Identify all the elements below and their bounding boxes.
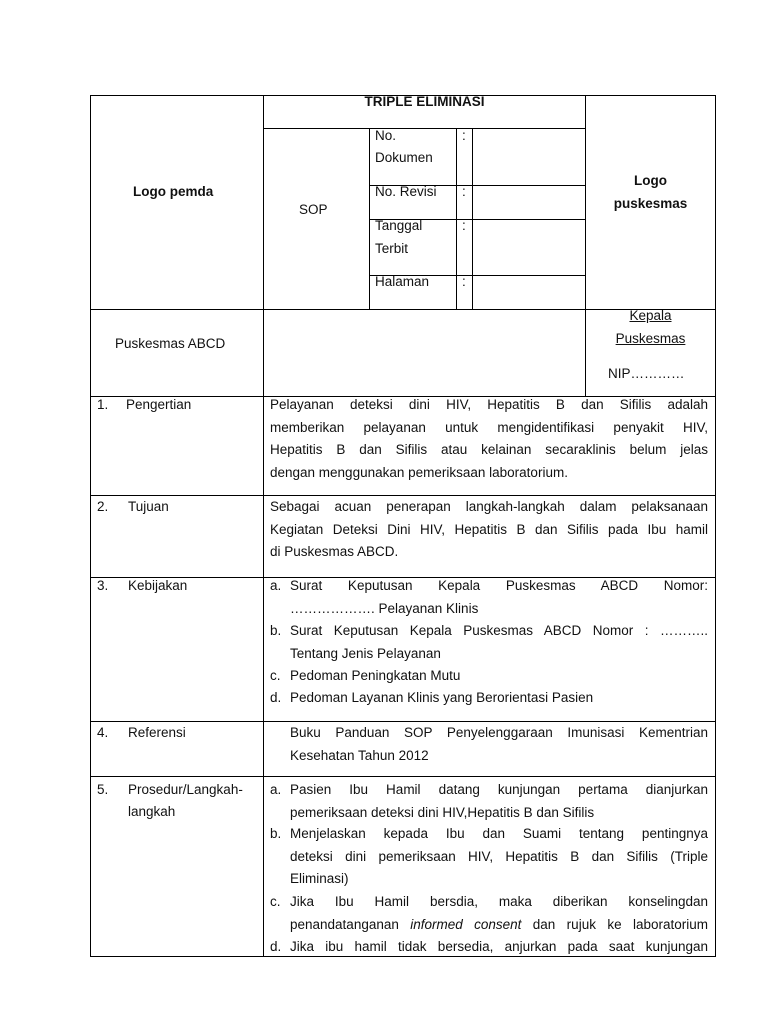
section-1-title: Pengertian xyxy=(126,397,192,412)
text-line: Menjelaskan kepada Ibu dan Suami tentang pentingnya xyxy=(290,826,708,841)
section-5-title-line2: langkah xyxy=(128,804,176,819)
kepala-line1: Kepala xyxy=(629,308,672,323)
text-line: Jika ibu hamil tidak bersedia, anjurkan pada saat kunjungan xyxy=(290,939,708,954)
list-marker: d. xyxy=(270,690,282,705)
text-line: Kesehatan Tahun 2012 xyxy=(290,747,429,763)
field-tanggal-terbit-label-2: Terbit xyxy=(375,241,409,256)
kepala-nip: NIP………… xyxy=(608,366,685,381)
section-2-title: Tujuan xyxy=(128,499,169,514)
field-tanggal-terbit-label-1: Tanggal xyxy=(375,218,423,233)
sop-label: SOP xyxy=(299,202,328,217)
header-divider-left xyxy=(263,95,264,397)
text-line: ………………. Pelayanan Klinis xyxy=(290,600,479,616)
informed-consent-term: informed consent xyxy=(410,916,522,932)
list-marker: a. xyxy=(270,578,282,593)
section-separator-4 xyxy=(90,776,716,777)
list-marker: c. xyxy=(270,894,281,909)
section-1-number: 1. xyxy=(97,397,109,412)
field-halaman-label: Halaman xyxy=(375,274,430,289)
list-marker: c. xyxy=(270,668,281,683)
text-line: Jika Ibu Hamil bersdia, maka diberikan konselingdan xyxy=(290,894,708,909)
section-5-number: 5. xyxy=(97,782,109,797)
list-marker: a. xyxy=(270,782,282,797)
text-line: Pedoman Peningkatan Mutu xyxy=(290,668,461,683)
field-no-revisi-sep: : xyxy=(462,184,466,199)
field-no-dokumen-label-1: No. xyxy=(375,128,397,143)
header-divider-right xyxy=(585,95,586,397)
kebijakan-item-b xyxy=(270,620,708,665)
table-border-left xyxy=(90,95,91,957)
table-border-right xyxy=(715,95,716,957)
section-4-title: Referensi xyxy=(128,725,186,740)
document-title: TRIPLE ELIMINASI xyxy=(364,94,485,109)
prosedur-item-d xyxy=(270,936,708,959)
puskesmas-name: Puskesmas ABCD xyxy=(115,336,226,351)
text-line: Surat Keputusan Kepala Puskesmas ABCD Nomor : ……….. xyxy=(290,623,708,638)
kebijakan-item-a xyxy=(270,575,708,620)
title-row-bottom xyxy=(263,128,586,129)
text-span: penandatanganan xyxy=(290,916,411,932)
field-no-dokumen-sep: : xyxy=(462,128,466,143)
text-line: Buku Panduan SOP Penyelenggaraan Imunisasi Kementrian xyxy=(290,725,708,740)
section-4-text xyxy=(290,722,708,767)
field-tanggal-terbit-sep: : xyxy=(462,218,466,233)
text-line: pemeriksaan deteksi dini HIV,Hepatitis B dan Sifilis xyxy=(290,804,595,820)
text-line-informed-consent xyxy=(290,914,708,937)
section-3-title: Kebijakan xyxy=(128,578,188,593)
section-2-number: 2. xyxy=(97,499,109,514)
list-marker: d. xyxy=(270,939,282,954)
text-line: Kegiatan Deteksi Dini HIV, Hepatitis B dan Sifilis pada Ibu hamil xyxy=(270,521,708,537)
section-5-title-line1: Prosedur/Langkah- xyxy=(128,782,243,797)
field-halaman-sep: : xyxy=(462,274,466,289)
text-line: Eliminasi) xyxy=(290,871,349,886)
list-marker: b. xyxy=(270,623,282,638)
text-line: memberikan pelayanan untuk mengidentifikasi penyakit HIV, xyxy=(270,419,708,435)
prosedur-item-a xyxy=(270,779,708,824)
text-line: Pelayanan deteksi dini HIV, Hepatitis B dan Sifilis adalah xyxy=(270,397,708,412)
logo-pemda-placeholder: Logo pemda xyxy=(133,184,214,199)
text-line: Pasien Ibu Hamil datang kunjungan pertama dianjurkan xyxy=(290,782,708,797)
text-line: di Puskesmas ABCD. xyxy=(270,544,399,560)
text-span: dan rujuk ke laboratorium xyxy=(521,916,708,932)
kebijakan-item-c xyxy=(270,665,708,688)
section-4-number: 4. xyxy=(97,725,109,740)
text-line: dengan menggunakan pemeriksaan laboratorium. xyxy=(270,465,568,481)
text-line: Hepatitis B dan Sifilis atau kelainan secaraklinis belum jelas xyxy=(270,442,708,458)
prosedur-item-b xyxy=(270,823,708,891)
list-marker: b. xyxy=(270,826,282,841)
section-1-text xyxy=(270,394,708,485)
field-no-dokumen-label-2: Dokumen xyxy=(375,150,433,165)
body-column-divider xyxy=(263,396,264,957)
kebijakan-item-d xyxy=(270,687,708,710)
field-no-revisi-label: No. Revisi xyxy=(375,184,437,199)
text-line: Tentang Jenis Pelayanan xyxy=(290,645,441,661)
text-line: Sebagai acuan penerapan langkah-langkah dalam pelaksanaan xyxy=(270,499,708,514)
kepala-line2: Puskesmas xyxy=(615,331,686,346)
text-line: Pedoman Layanan Klinis yang Berorientasi Pasien xyxy=(290,690,594,705)
logo-puskesmas-line2: puskesmas xyxy=(613,196,688,211)
text-line: deteksi dini pemeriksaan HIV, Hepatitis B dan Sifilis (Triple xyxy=(290,848,708,864)
section-2-text xyxy=(270,496,708,564)
logo-puskesmas-line1: Logo xyxy=(634,173,667,188)
text-line: Surat Keputusan Kepala Puskesmas ABCD Nomor: xyxy=(290,578,708,593)
section-3-number: 3. xyxy=(97,578,109,593)
prosedur-item-c xyxy=(270,891,708,936)
